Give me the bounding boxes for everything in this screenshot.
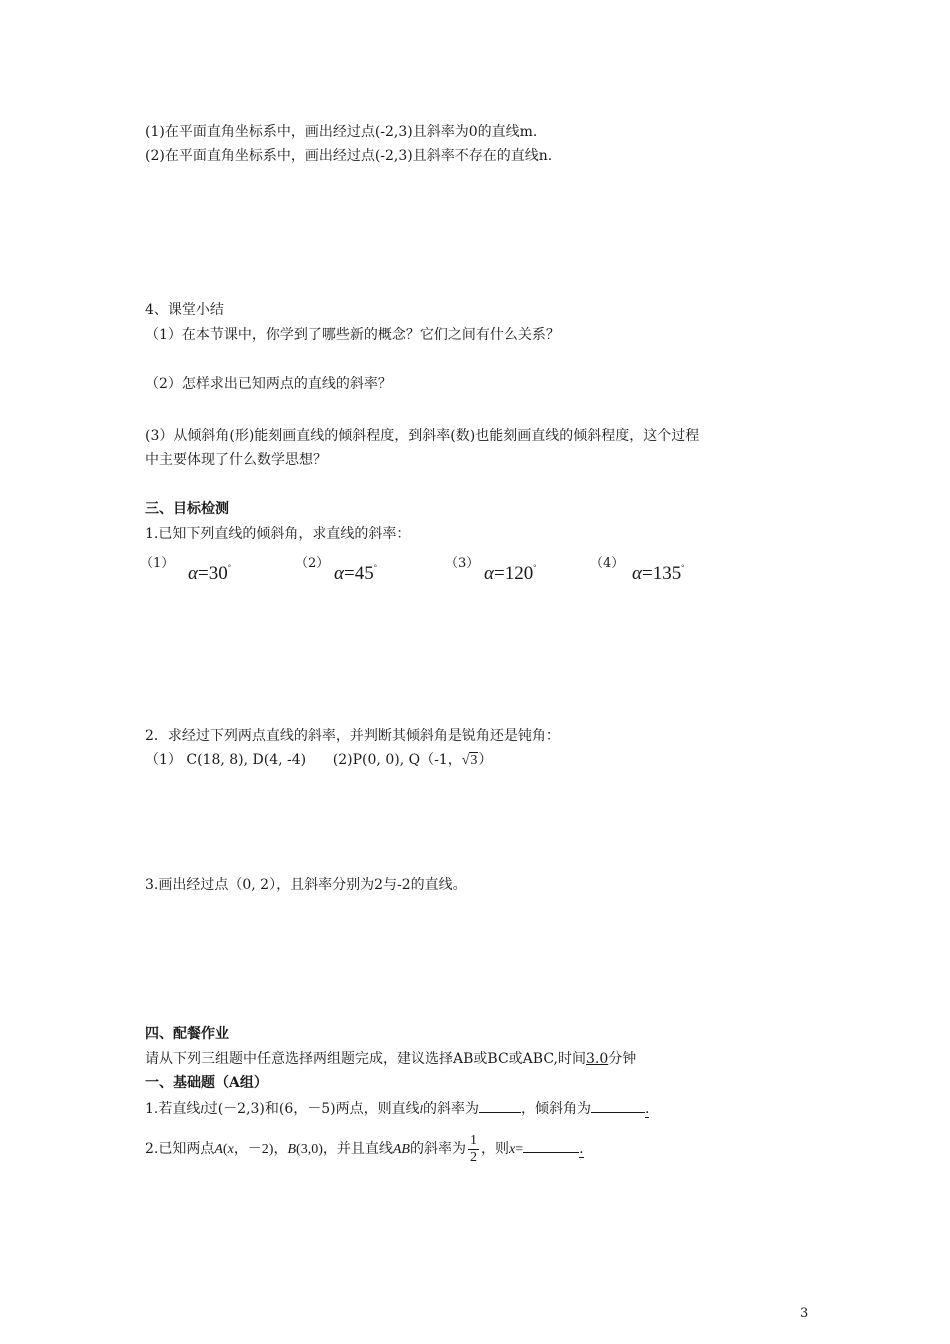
answer-blank-angle[interactable] <box>591 1097 645 1113</box>
radicand: 3 <box>470 753 478 768</box>
q1-text-a: 1.若直线 <box>145 1101 201 1117</box>
alpha-symbol: α <box>188 563 198 584</box>
alpha-symbol: α <box>484 563 494 584</box>
check-heading: 三、目标检测 <box>145 501 229 517</box>
group-a-heading: 一、基础题（A组） <box>145 1075 268 1091</box>
angle-1 <box>188 563 231 585</box>
summary-question-3-line2: 中主要体现了什么数学思想？ <box>145 452 327 468</box>
angle-label-4: （4） <box>590 556 625 571</box>
check-problem-2: 2．求经过下列两点直线的斜率，并判断其倾斜角是锐角还是钝角： <box>145 728 560 744</box>
q2-text-e: 的斜率为 <box>409 1141 466 1157</box>
line-ab: AB <box>392 1142 410 1157</box>
q2-text-f: ，则 <box>480 1141 509 1157</box>
degree-symbol: ° <box>373 563 377 572</box>
var-x: x <box>508 1142 516 1157</box>
angle-value: =30 <box>197 563 228 584</box>
degree-symbol: ° <box>681 563 685 572</box>
fraction-one-half <box>468 1133 479 1166</box>
q2-text-c: ，－2)， <box>233 1142 288 1157</box>
line-l: l <box>419 1102 423 1116</box>
page-number: 3 <box>800 1306 809 1321</box>
alpha-symbol: α <box>334 563 344 584</box>
summary-heading: 4、课堂小结 <box>145 302 224 318</box>
close-paren: ） <box>478 752 493 768</box>
answer-blank-slope[interactable] <box>479 1097 521 1113</box>
equals-sign: = <box>515 1142 524 1157</box>
angle-value: =45 <box>343 563 374 584</box>
q1-period: . <box>644 1101 650 1117</box>
angle-label-2: （2） <box>295 556 330 571</box>
points-text: （1） C(18, 8), D(4, -4) (2)P(0, 0), Q（-1， <box>145 752 462 768</box>
denominator: 2 <box>469 1149 477 1165</box>
homework-question-2 <box>145 1132 584 1167</box>
exercise-item-1: (1)在平面直角坐标系中，画出经过点(-2,3)且斜率为0的直线m. <box>145 124 538 140</box>
angle-label-3: （3） <box>445 556 480 571</box>
check-problem-2-points <box>145 750 492 771</box>
q1-text-b: 过(－2,3)和(6，－5)两点，则直线 <box>203 1101 420 1117</box>
angle-3 <box>484 563 536 585</box>
degree-symbol: ° <box>227 563 231 572</box>
intro-text: 请从下列三组题中任意选择两组题完成，建议选择AB或BC或ABC,时间 <box>145 1051 586 1067</box>
summary-question-1: （1）在本节课中，你学到了哪些新的概念？它们之间有什么关系？ <box>145 327 560 343</box>
q2-period: . <box>579 1141 584 1157</box>
summary-question-2: （2）怎样求出已知两点的直线的斜率？ <box>145 376 392 392</box>
q1-text-c: 的斜率为 <box>422 1101 479 1117</box>
check-problem-1: 1.已知下列直线的倾斜角，求直线的斜率： <box>145 526 411 542</box>
var-x: x <box>227 1142 234 1157</box>
summary-question-3-line1: (3）从倾斜角(形)能刻画直线的倾斜程度，到斜率(数)也能刻画直线的倾斜程度，这个过程 <box>145 428 700 444</box>
q2-text-d: (3,0)，并且直线 <box>296 1142 393 1157</box>
q2-text-a: 2.已知两点 <box>145 1141 215 1157</box>
sqrt-expression: √3 <box>461 753 478 768</box>
degree-symbol: ° <box>533 563 537 572</box>
q1-text-d: ，倾斜角为 <box>520 1101 591 1117</box>
angle-value: =120 <box>493 563 534 584</box>
line-l: l <box>200 1102 204 1116</box>
exercise-item-2: (2)在平面直角坐标系中，画出经过点(-2,3)且斜率不存在的直线n. <box>145 148 553 164</box>
alpha-symbol: α <box>632 563 642 584</box>
point-b: B <box>287 1142 297 1157</box>
angle-2 <box>334 563 377 585</box>
point-a: A <box>214 1142 223 1157</box>
intro-suffix: 分钟 <box>608 1051 637 1067</box>
answer-blank-x[interactable] <box>523 1137 579 1153</box>
homework-question-1 <box>145 1097 649 1119</box>
homework-heading: 四、配餐作业 <box>145 1026 229 1042</box>
homework-intro <box>145 1049 636 1069</box>
intro-time: 3.0 <box>585 1051 609 1067</box>
angle-4 <box>632 563 684 585</box>
numerator: 1 <box>469 1132 477 1148</box>
q2-paren: ( <box>222 1142 228 1157</box>
angle-label-1: （1） <box>140 556 175 571</box>
angle-value: =135 <box>641 563 682 584</box>
check-problem-3: 3.画出经过点（0, 2），且斜率分别为2与-2的直线。 <box>145 877 467 893</box>
